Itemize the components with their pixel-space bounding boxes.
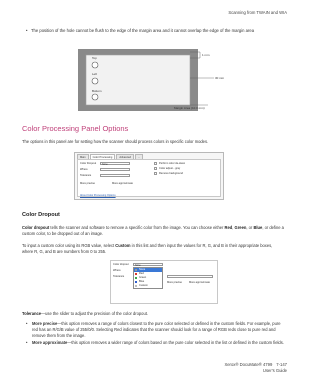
color-dropout-select[interactable] — [100, 162, 130, 166]
color-dropout-dropdown-figure — [110, 260, 218, 304]
tab-main[interactable]: Main — [77, 154, 89, 160]
swatch-red — [135, 273, 137, 275]
term-more-precise: More precise — [32, 321, 58, 326]
color-dropout-value: None — [102, 162, 108, 166]
hole-mark — [92, 94, 98, 100]
swatch-custom — [135, 285, 137, 287]
fig2-where-label: Where — [113, 269, 121, 272]
where-input[interactable] — [100, 168, 130, 172]
fig2-tolerance-slider[interactable] — [167, 275, 213, 279]
section-intro: The options in this panel are for setting how the scanner should process colors in specific color modes. — [22, 139, 209, 144]
swatch-blue — [135, 281, 137, 283]
term-red: Red — [224, 225, 233, 230]
dialog-body — [77, 159, 221, 197]
tab-color-processing[interactable]: Color Processing — [90, 154, 116, 160]
footer-guide: User's Guide — [262, 367, 287, 373]
section-title: Color Processing Panel Options — [22, 124, 129, 133]
dropdown-option-green[interactable]: Green — [134, 276, 162, 280]
footer-page-number: 7-147 — [276, 362, 287, 367]
term-custom: Custom — [115, 243, 131, 248]
deskew-checkbox[interactable] — [154, 162, 157, 165]
figure-label-bottom: Bottom — [92, 89, 102, 93]
color-dropout-paragraph: Color dropout tells the scanner and software to remove a specific color from the image. You can choose either Red, Green, or Blue, or define a custom color, to be dropped out of an image. — [22, 225, 284, 236]
figure-label-margin: 1 mm — [202, 53, 210, 57]
figure-label-left: Left — [92, 72, 98, 76]
running-header: Scanning from TWAIN and WIA — [228, 10, 287, 15]
list-item: • More approximate—this option removes a wider range of colors based on the pure color selected in the list or defined in the custom fields. — [26, 340, 284, 345]
figure-label-inner: 30 mm — [215, 76, 225, 80]
bullet-dot: • — [26, 321, 28, 326]
term-blue: Blue — [253, 225, 263, 230]
color-dropout-options — [133, 267, 163, 289]
top-bullet-text: The position of the hole cannot be flush to the edge of the margin area and it cannot overlap the edge of the margin area — [31, 28, 255, 33]
tolerance-label: Tolerance — [80, 174, 92, 177]
dropdown-option-none[interactable]: None — [134, 268, 162, 272]
tolerance-paragraph: Tolerance—use the slider to adjust the precision of the color dropout. — [22, 311, 149, 316]
fig2-tolerance-label: Tolerance — [113, 275, 125, 278]
fig2-more-precise-label: More precise — [167, 281, 182, 284]
hole-mark — [92, 62, 98, 68]
term-green: Green — [234, 225, 247, 230]
tab-more[interactable]: ... — [135, 154, 143, 160]
hole-margin-figure — [58, 48, 238, 112]
more-approximate-label: More approximate — [112, 182, 133, 185]
custom-color-paragraph: To input a custom color using its RGB value, select Custom in this list and then input the values for R, G, and B in their appropriate boxes, where R, G, and B are numbers from 0 to 255. — [22, 243, 273, 254]
top-bullet — [26, 28, 276, 34]
remove-background-checkbox[interactable] — [154, 172, 157, 175]
term-more-approximate: More approximate — [32, 340, 68, 345]
tolerance-options-list — [26, 321, 284, 347]
figure-label-top: Top — [92, 56, 97, 60]
remove-background-label: Remove background — [159, 172, 183, 175]
fig2-color-dropout-label: Color dropout — [113, 263, 129, 266]
gray-adjust-checkbox[interactable] — [154, 167, 157, 170]
fig2-color-dropout-select[interactable] — [133, 263, 163, 267]
fig2-more-approximate-label: More approximate — [189, 281, 210, 284]
swatch-green — [135, 277, 137, 279]
bullet-dot: • — [26, 340, 28, 345]
color-processing-dialog — [74, 152, 224, 200]
more-precise-label: More precise — [80, 182, 95, 185]
tolerance-slider[interactable] — [100, 174, 130, 178]
hole-mark — [92, 78, 98, 84]
list-item: • More precise—this option removes a range of colors closest to the pure color selected or defined in the custom fields. For example, pure red has an R/G/B value of 255/0/0. Selecting Red indicates that the scanner should look for a range of RGB reds close to pure red and remove them from the image. — [26, 321, 281, 338]
fig2-selected-value: None — [135, 263, 141, 267]
tab-advanced[interactable]: Advanced — [116, 154, 134, 160]
dropdown-option-blue[interactable]: Blue — [134, 280, 162, 284]
page-footer — [224, 362, 287, 373]
dropdown-option-custom[interactable]: Custom — [134, 284, 162, 288]
gray-adjust-label: Color adjust - gray — [159, 167, 181, 170]
where-label: Where — [80, 168, 88, 171]
term-tolerance: Tolerance — [22, 311, 42, 316]
color-dropout-label: Color Dropout — [80, 162, 97, 165]
bullet-dot: • — [26, 28, 28, 33]
term-color-dropout: Color dropout — [22, 225, 50, 230]
deskew-label: Perform color de-skew — [159, 162, 185, 165]
about-options-link[interactable]: About Color Processing Options — [80, 194, 116, 197]
footer-product: Xerox® DocuMate® 4799 — [224, 362, 273, 367]
paper-inner — [86, 55, 190, 105]
dropdown-option-red[interactable]: Red — [134, 272, 162, 276]
color-dropout-heading: Color Dropout — [22, 212, 60, 218]
swatch-none — [135, 269, 137, 271]
figure-label-caption: Margin Area (10.0 mm) — [174, 106, 205, 110]
